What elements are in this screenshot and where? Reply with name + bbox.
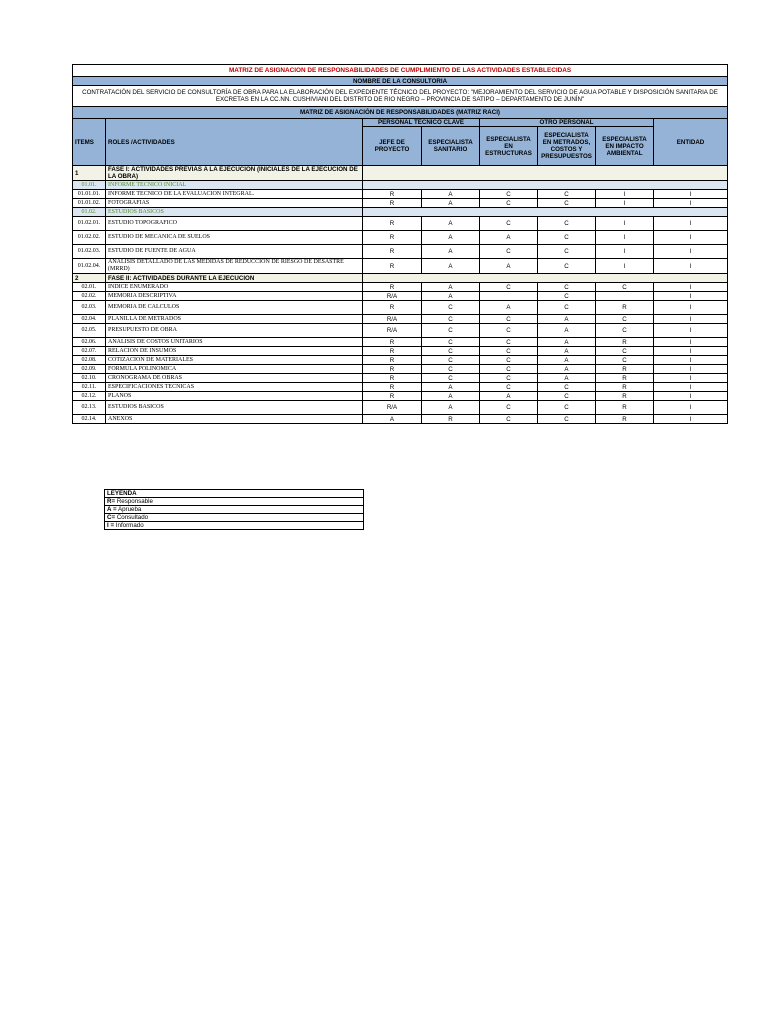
raci-cell-estructuras: C [480,338,538,347]
item-code: 02.04. [73,315,106,324]
table-row [73,301,728,315]
table-row [73,383,728,392]
activity-label: FORMULA POLINOMICA [106,365,363,374]
table-row [73,217,728,231]
raci-cell-entidad: I [654,259,728,274]
activity-label: INFORME TECNICO DE LA EVALUACION INTEGRAL. [106,190,363,199]
raci-cell-entidad: I [654,338,728,347]
raci-cell-estructuras: C [480,190,538,199]
raci-cell-jefe: R [363,259,422,274]
item-code: 02.02. [73,292,106,301]
activity-label: PRESUPUESTO DE OBRA [106,324,363,338]
raci-cell-estructuras: C [480,415,538,424]
item-code: 02.12. [73,392,106,401]
raci-cell-jefe: R [363,283,422,292]
raci-cell-jefe: R [363,392,422,401]
raci-cell-ambiental [596,292,654,301]
activity-label: FOTOGRAFIAS [106,199,363,208]
raci-cell-estructuras: C [480,365,538,374]
table-row [73,338,728,347]
raci-cell-jefe: R/A [363,401,422,415]
raci-cell-entidad: I [654,301,728,315]
item-code: 02.09. [73,365,106,374]
consultoria-text: CONTRATACIÓN DEL SERVICIO DE CONSULTORÍA DE OBRA PARA LA ELABORACIÓN DEL EXPEDIENTE TÉCNICO DEL PROYECTO: "MEJORAMIENTO DEL SERVICIO DE AGUA POTABLE Y DISPOSICIÓN SANITARIA DE EXCRETAS EN LA CC.NN. CUSHIVIANI DEL DISTRITO DE RIO NEGRO – PROVINCIA DE SATIPO – DEPARTAMENTO DE JUNÍN" [73,86,728,107]
raci-cell-entidad: I [654,324,728,338]
matrix-label: MATRIZ DE ASIGNACIÓN DE RESPONSABILIDADES (MATRIZ RACI) [73,107,728,119]
raci-cell-entidad: I [654,315,728,324]
header-roles: ROLES /ACTIVIDADES [106,119,363,166]
raci-cell-jefe: R [363,356,422,365]
phase-fill [363,166,728,181]
table-row [73,245,728,259]
legend-key: I = [107,522,115,529]
raci-cell-estructuras: C [480,383,538,392]
legend-item [105,514,364,522]
raci-cell-entidad: I [654,292,728,301]
raci-cell-jefe: R [363,365,422,374]
raci-cell-sanitario: C [422,356,480,365]
raci-cell-sanitario: C [422,365,480,374]
raci-cell-estructuras: C [480,315,538,324]
legend-text: Consultado [115,514,149,521]
raci-cell-ambiental: R [596,365,654,374]
table-row [73,347,728,356]
legend-text: Informado [114,522,144,529]
legend-item [105,506,364,514]
raci-cell-jefe: R [363,190,422,199]
legend-key: R= [107,498,116,505]
header-jefe: JEFE DE PROYECTO [363,127,422,166]
raci-cell-entidad: I [654,383,728,392]
raci-cell-ambiental: R [596,338,654,347]
item-code: 02.07. [73,347,106,356]
raci-cell-ambiental: R [596,301,654,315]
legend-key: A = [107,506,117,513]
raci-cell-entidad: I [654,365,728,374]
activity-label: COTIZACION DE MATERIALES [106,356,363,365]
raci-cell-sanitario: A [422,217,480,231]
item-code: 02.06. [73,338,106,347]
raci-cell-estructuras: C [480,374,538,383]
raci-cell-sanitario: A [422,245,480,259]
item-code: 1 [73,166,106,181]
item-code: 01.02.03. [73,245,106,259]
item-code: 01.02.04. [73,259,106,274]
raci-cell-sanitario: A [422,199,480,208]
raci-cell-jefe: R [363,383,422,392]
raci-cell-jefe: R [363,231,422,245]
raci-cell-sanitario: A [422,392,480,401]
raci-cell-estructuras: C [480,347,538,356]
item-code: 01.02.01. [73,217,106,231]
consultoria-label: NOMBRE DE LA CONSULTORIA [73,77,728,86]
item-code: 02.11. [73,383,106,392]
table-row [73,324,728,338]
header-items: ITEMS [73,119,106,166]
table-row [73,356,728,365]
activity-label: ESPECIFICACIONES TECNICAS [106,383,363,392]
activity-label: PLANOS [106,392,363,401]
raci-cell-ambiental: C [596,356,654,365]
raci-cell-jefe: R [363,245,422,259]
raci-cell-ambiental: R [596,415,654,424]
raci-cell-metrados: A [538,338,596,347]
raci-cell-ambiental: I [596,199,654,208]
activity-label: PLANILLA DE METRADOS [106,315,363,324]
raci-cell-jefe: R [363,301,422,315]
table-row [73,415,728,424]
raci-cell-ambiental: I [596,231,654,245]
activity-label: INFORME TECNICO INICIAL [106,181,363,190]
raci-cell-entidad: I [654,217,728,231]
raci-cell-jefe: R [363,374,422,383]
raci-cell-jefe: R [363,338,422,347]
activity-label: FASE II: ACTIVIDADES DURANTE LA EJECUCION [106,274,363,283]
page-title: MATRIZ DE ASIGNACION DE RESPONSABILIDADES DE CUMPLIMIENTO DE LAS ACTIVIDADES ESTABLECIDAS [73,65,728,77]
raci-cell-jefe: R [363,217,422,231]
header-group-otro: OTRO PERSONAL [480,119,654,127]
raci-cell-ambiental: I [596,217,654,231]
raci-cell-ambiental: R [596,374,654,383]
activity-label: RELACION DE INSUMOS [106,347,363,356]
table-row [73,401,728,415]
item-code: 01.01. [73,181,106,190]
item-code: 01.02. [73,208,106,217]
item-code: 02.13. [73,401,106,415]
raci-cell-sanitario: A [422,401,480,415]
legend [104,489,364,530]
item-code: 02.01. [73,283,106,292]
activity-label: MEMORIA DESCRIPTIVA [106,292,363,301]
raci-cell-estructuras: C [480,217,538,231]
raci-cell-ambiental: R [596,383,654,392]
item-code: 02.14. [73,415,106,424]
item-code: 01.01.01. [73,190,106,199]
raci-cell-sanitario: A [422,190,480,199]
raci-cell-metrados: C [538,283,596,292]
activity-label: ESTUDIO DE FUENTE DE AGUA [106,245,363,259]
raci-cell-estructuras: A [480,259,538,274]
table-row [73,392,728,401]
raci-cell-ambiental: C [596,324,654,338]
raci-cell-metrados: C [538,301,596,315]
raci-sheet [72,64,727,424]
raci-cell-metrados: C [538,292,596,301]
table-row [73,292,728,301]
raci-cell-ambiental: R [596,392,654,401]
legend-text: Responsable [115,498,153,505]
item-code: 02.05. [73,324,106,338]
table-row [73,259,728,274]
raci-cell-metrados: C [538,259,596,274]
activity-label: INDICE ENUMERADO [106,283,363,292]
subsection-row [73,208,728,217]
table-row [73,374,728,383]
raci-cell-sanitario: A [422,292,480,301]
item-code: 01.02.02. [73,231,106,245]
table-row [73,365,728,374]
raci-cell-entidad: I [654,356,728,365]
raci-cell-metrados: C [538,401,596,415]
raci-cell-sanitario: C [422,374,480,383]
table-row [73,199,728,208]
legend-title: LEYENDA [105,490,364,498]
header-estructuras: ESPECIALISTA EN ESTRUCTURAS [480,127,538,166]
raci-cell-entidad: I [654,190,728,199]
header-entidad: ENTIDAD [654,119,728,166]
raci-cell-ambiental: C [596,283,654,292]
raci-cell-jefe: R [363,347,422,356]
raci-cell-metrados: A [538,347,596,356]
raci-cell-ambiental: C [596,347,654,356]
raci-cell-metrados: A [538,324,596,338]
raci-cell-sanitario: C [422,324,480,338]
raci-cell-estructuras: C [480,245,538,259]
raci-cell-jefe: R/A [363,324,422,338]
raci-cell-metrados: A [538,356,596,365]
activity-label: MEMORIA DE CALCULOS [106,301,363,315]
activity-label: ANEXOS [106,415,363,424]
raci-cell-metrados: C [538,217,596,231]
raci-cell-metrados: C [538,199,596,208]
raci-cell-jefe: R/A [363,315,422,324]
raci-cell-metrados: A [538,315,596,324]
raci-cell-estructuras: A [480,301,538,315]
raci-cell-estructuras: C [480,283,538,292]
legend-text: Aprueba [116,506,142,513]
activity-label: ESTUDIOS BASICOS [106,208,363,217]
raci-cell-metrados: A [538,374,596,383]
raci-cell-sanitario: A [422,383,480,392]
activity-label: ANALISIS DE COSTOS UNITARIOS [106,338,363,347]
raci-cell-entidad: I [654,401,728,415]
raci-cell-metrados: A [538,365,596,374]
table-row [73,315,728,324]
raci-cell-estructuras: A [480,392,538,401]
raci-cell-ambiental: I [596,190,654,199]
raci-cell-sanitario: A [422,259,480,274]
subsection-row [73,181,728,190]
activity-label: ESTUDIO TOPOGRAFICO [106,217,363,231]
raci-cell-estructuras: C [480,401,538,415]
subsection-fill [363,208,728,217]
raci-table [72,64,728,424]
raci-cell-estructuras [480,292,538,301]
raci-cell-ambiental: R [596,401,654,415]
header-sanitario: ESPECIALISTA SANITARIO [422,127,480,166]
raci-cell-entidad: I [654,415,728,424]
phase-row [73,166,728,181]
header-metrados: ESPECIALISTA EN METRADOS, COSTOS Y PRESUPUESTOS [538,127,596,166]
raci-cell-jefe: R [363,199,422,208]
raci-cell-sanitario: C [422,338,480,347]
raci-cell-entidad: I [654,245,728,259]
raci-cell-metrados: C [538,392,596,401]
raci-cell-sanitario: C [422,347,480,356]
raci-cell-sanitario: A [422,283,480,292]
phase-row [73,274,728,283]
raci-cell-metrados: C [538,190,596,199]
item-code: 02.03. [73,301,106,315]
raci-cell-sanitario: C [422,315,480,324]
activity-label: ESTUDIO DE MECANICA DE SUELOS [106,231,363,245]
raci-cell-jefe: R/A [363,292,422,301]
raci-cell-metrados: C [538,383,596,392]
raci-cell-estructuras: C [480,324,538,338]
raci-cell-estructuras: A [480,231,538,245]
raci-cell-sanitario: A [422,231,480,245]
activity-label: ESTUDIOS BASICOS [106,401,363,415]
raci-cell-estructuras: C [480,356,538,365]
phase-fill [363,274,728,283]
raci-cell-entidad: I [654,283,728,292]
raci-cell-metrados: C [538,245,596,259]
item-code: 02.08. [73,356,106,365]
activity-label: CRONOGRAMA DE OBRAS [106,374,363,383]
table-row [73,190,728,199]
header-ambiental: ESPECIALISTA EN IMPACTO AMBIENTAL [596,127,654,166]
item-code: 02.10. [73,374,106,383]
raci-cell-ambiental: I [596,245,654,259]
legend-key: C= [107,514,116,521]
raci-cell-metrados: C [538,231,596,245]
legend-item [105,522,364,530]
raci-cell-entidad: I [654,392,728,401]
header-group-clave: PERSONAL TECNICO CLAVE [363,119,480,127]
raci-cell-entidad: I [654,199,728,208]
raci-cell-entidad: I [654,374,728,383]
raci-cell-ambiental: C [596,315,654,324]
raci-cell-entidad: I [654,347,728,356]
raci-cell-sanitario: R [422,415,480,424]
legend-item [105,498,364,506]
table-row [73,231,728,245]
activity-label: FASE I: ACTIVIDADES PREVIAS A LA EJECUCIÓN (INICIALES DE LA EJECUCION DE LA OBRA) [106,166,363,181]
raci-cell-estructuras: C [480,199,538,208]
raci-cell-jefe: A [363,415,422,424]
raci-cell-ambiental: I [596,259,654,274]
raci-cell-sanitario: C [422,301,480,315]
raci-cell-entidad: I [654,231,728,245]
raci-cell-metrados: C [538,415,596,424]
subsection-fill [363,181,728,190]
item-code: 2 [73,274,106,283]
activity-label: ANALISIS DETALLADO DE LAS MEDIDAS DE REDUCCION DE RIESGO DE DESASTRE (MRRD) [106,259,363,274]
item-code: 01.01.02. [73,199,106,208]
table-row [73,283,728,292]
